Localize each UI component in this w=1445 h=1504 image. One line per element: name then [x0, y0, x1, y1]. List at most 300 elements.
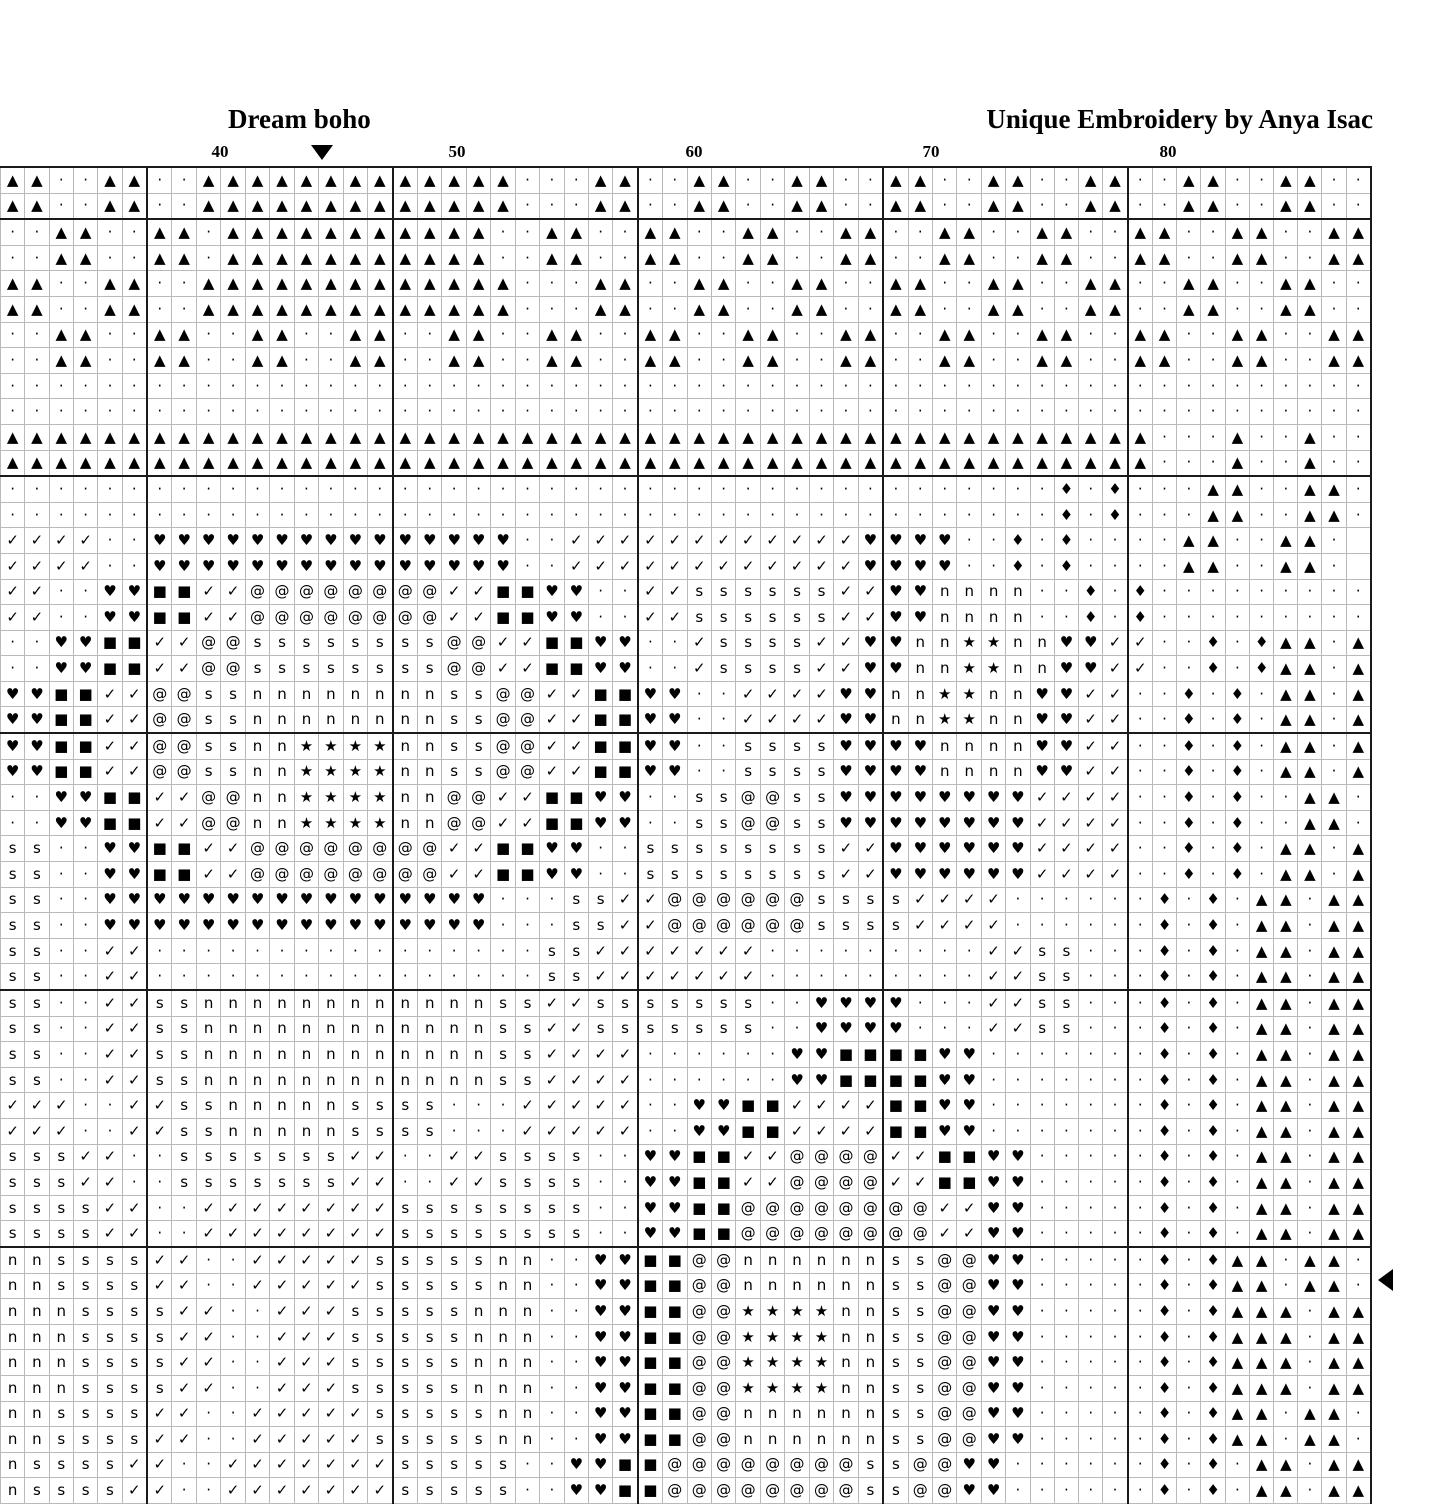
chart-cell: ▲: [957, 322, 981, 348]
chart-cell: ♦: [1152, 1478, 1176, 1504]
chart-cell: ▲: [1322, 1067, 1346, 1093]
chart-cell: @: [147, 707, 172, 733]
chart-cell: ■: [147, 605, 172, 631]
chart-cell: ♥: [638, 1221, 663, 1247]
chart-cell: ▲: [1250, 913, 1274, 939]
chart-cell: ▲: [883, 424, 908, 450]
chart-cell: ▲: [122, 450, 147, 476]
chart-cell: ·: [1128, 681, 1153, 707]
chart-cell: ·: [1030, 1195, 1054, 1221]
chart-cell: n: [515, 1299, 539, 1325]
chart-cell: ■: [172, 862, 196, 888]
chart-cell: ■: [613, 681, 638, 707]
chart-cell: ·: [1322, 630, 1346, 656]
chart-cell: n: [1, 1478, 25, 1504]
chart-cell: ·: [1177, 219, 1201, 245]
chart-cell: @: [270, 862, 294, 888]
chart-cell: ■: [638, 1375, 663, 1401]
chart-cell: ·: [1103, 1324, 1128, 1350]
chart-cell: n: [981, 579, 1005, 605]
chart-cell: ✓: [368, 1452, 393, 1478]
chart-cell: ▲: [368, 193, 393, 219]
chart-cell: s: [858, 913, 883, 939]
chart-cell: ♥: [1030, 759, 1054, 785]
chart-cell: ♥: [663, 1221, 687, 1247]
chart-cell: ★: [736, 1350, 760, 1376]
chart-cell: ·: [883, 373, 908, 399]
chart-cell: ·: [1128, 1170, 1153, 1196]
chart-cell: ★: [319, 733, 343, 759]
chart-cell: ♥: [809, 1067, 833, 1093]
chart-cell: ·: [540, 193, 564, 219]
chart-cell: ■: [540, 630, 564, 656]
chart-cell: s: [221, 681, 245, 707]
chart-cell: ✓: [638, 887, 663, 913]
chart-cell: ▲: [736, 322, 760, 348]
chart-cell: ▲: [1346, 630, 1371, 656]
chart-cell: ·: [1054, 167, 1078, 193]
chart-cell: n: [515, 1427, 539, 1453]
chart-cell: ★: [736, 1299, 760, 1325]
chart-cell: @: [858, 1221, 883, 1247]
chart-cell: ·: [760, 271, 784, 297]
chart-cell: ·: [172, 476, 196, 502]
chart-cell: ▲: [393, 219, 418, 245]
chart-cell: ▲: [319, 193, 343, 219]
chart-cell: ♦: [1177, 733, 1201, 759]
chart-cell: ♥: [638, 707, 663, 733]
chart-cell: ✓: [687, 938, 711, 964]
chart-cell: @: [245, 862, 269, 888]
chart-cell: ·: [221, 476, 245, 502]
chart-cell: ·: [122, 1170, 147, 1196]
chart-cell: s: [1, 913, 25, 939]
chart-cell: @: [809, 1195, 833, 1221]
chart-cell: ·: [245, 1324, 269, 1350]
chart-cell: s: [442, 1247, 466, 1273]
chart-cell: ▲: [785, 424, 809, 450]
chart-cell: ▲: [785, 271, 809, 297]
chart-cell: s: [540, 938, 564, 964]
chart-cell: ♥: [908, 862, 932, 888]
chart-cell: s: [245, 1144, 269, 1170]
chart-cell: ▲: [49, 450, 73, 476]
chart-cell: ·: [981, 399, 1005, 425]
chart-cell: ✓: [687, 630, 711, 656]
chart-cell: s: [809, 887, 833, 913]
chart-cell: ▲: [221, 167, 245, 193]
chart-cell: ▲: [1322, 219, 1346, 245]
chart-cell: s: [442, 1427, 466, 1453]
chart-cell: ▲: [809, 167, 833, 193]
chart-cell: ▲: [858, 424, 883, 450]
chart-cell: ✓: [711, 553, 735, 579]
chart-cell: ✓: [98, 938, 122, 964]
chart-cell: ♦: [1201, 990, 1225, 1016]
chart-cell: ·: [1250, 810, 1274, 836]
chart-cell: ♥: [908, 605, 932, 631]
chart-cell: @: [172, 759, 196, 785]
chart-cell: s: [25, 1016, 49, 1042]
chart-cell: ✓: [908, 1144, 932, 1170]
chart-cell: ▲: [1177, 167, 1201, 193]
chart-cell: ·: [1225, 1067, 1249, 1093]
chart-cell: ✓: [1079, 759, 1103, 785]
chart-cell: s: [809, 579, 833, 605]
chart-cell: s: [785, 862, 809, 888]
chart-cell: ✓: [564, 759, 588, 785]
chart-cell: ▲: [1322, 887, 1346, 913]
chart-cell: s: [1054, 938, 1078, 964]
chart-cell: ✓: [809, 656, 833, 682]
chart-cell: s: [466, 1452, 490, 1478]
chart-cell: ▲: [442, 245, 466, 271]
chart-cell: ·: [1298, 1144, 1322, 1170]
chart-cell: ·: [834, 193, 858, 219]
chart-cell: ▲: [1298, 502, 1322, 528]
chart-cell: ▲: [687, 296, 711, 322]
chart-cell: ▲: [1274, 759, 1298, 785]
chart-cell: ·: [122, 348, 147, 374]
chart-cell: ■: [638, 1299, 663, 1325]
chart-cell: ♦: [1225, 785, 1249, 811]
chart-cell: s: [196, 707, 220, 733]
chart-cell: ✓: [98, 964, 122, 990]
chart-cell: ·: [1152, 296, 1176, 322]
chart-cell: ·: [1030, 502, 1054, 528]
chart-cell: ·: [1079, 373, 1103, 399]
chart-cell: s: [122, 1427, 147, 1453]
chart-cell: s: [417, 1401, 441, 1427]
chart-cell: ■: [711, 1170, 735, 1196]
chart-cell: s: [809, 605, 833, 631]
chart-cell: ·: [393, 502, 418, 528]
chart-cell: ·: [515, 271, 539, 297]
chart-cell: ♥: [1006, 836, 1030, 862]
chart-header: [0, 104, 1445, 138]
chart-cell: @: [908, 1195, 932, 1221]
chart-cell: ✓: [270, 1375, 294, 1401]
chart-cell: ▲: [1201, 271, 1225, 297]
chart-cell: ▲: [588, 424, 612, 450]
chart-cell: @: [760, 1452, 784, 1478]
chart-cell: ♥: [122, 605, 147, 631]
chart-cell: ·: [588, 836, 612, 862]
chart-cell: ·: [564, 502, 588, 528]
chart-cell: s: [368, 656, 393, 682]
chart-cell: ✓: [981, 1016, 1005, 1042]
chart-row: [1, 1478, 1372, 1504]
chart-cell: @: [809, 1221, 833, 1247]
chart-cell: @: [417, 579, 441, 605]
chart-cell: ·: [981, 1118, 1005, 1144]
chart-cell: ✓: [270, 1195, 294, 1221]
chart-cell: ■: [638, 1452, 663, 1478]
chart-cell: ♦: [1225, 810, 1249, 836]
chart-cell: ·: [1103, 1067, 1128, 1093]
chart-cell: ·: [270, 476, 294, 502]
chart-cell: ▲: [1298, 476, 1322, 502]
chart-cell: ▲: [1250, 348, 1274, 374]
chart-cell: ·: [933, 296, 957, 322]
chart-cell: ▲: [540, 348, 564, 374]
chart-cell: ▲: [1346, 322, 1371, 348]
chart-cell: ♥: [588, 1350, 612, 1376]
chart-cell: ✓: [834, 630, 858, 656]
chart-cell: s: [588, 1016, 612, 1042]
chart-cell: ✓: [540, 733, 564, 759]
chart-cell: ♥: [809, 1016, 833, 1042]
chart-cell: ▲: [1322, 1375, 1346, 1401]
chart-cell: ·: [73, 887, 97, 913]
chart-cell: ▲: [613, 193, 638, 219]
chart-cell: ✓: [785, 707, 809, 733]
chart-cell: @: [368, 605, 393, 631]
chart-cell: ·: [393, 938, 418, 964]
chart-cell: n: [417, 810, 441, 836]
chart-cell: ·: [1152, 399, 1176, 425]
chart-cell: ▲: [1346, 1144, 1371, 1170]
chart-cell: n: [245, 785, 269, 811]
chart-cell: ·: [1346, 424, 1371, 450]
chart-cell: ·: [834, 296, 858, 322]
chart-cell: s: [515, 1144, 539, 1170]
chart-cell: ·: [1346, 1427, 1371, 1453]
chart-cell: ▲: [883, 296, 908, 322]
chart-cell: ·: [687, 502, 711, 528]
chart-cell: ·: [760, 296, 784, 322]
chart-cell: s: [172, 1067, 196, 1093]
chart-cell: ·: [1079, 1324, 1103, 1350]
chart-cell: @: [270, 605, 294, 631]
chart-cell: ·: [1177, 1170, 1201, 1196]
chart-cell: ▲: [393, 193, 418, 219]
chart-cell: ▲: [221, 271, 245, 297]
chart-cell: ♥: [442, 553, 466, 579]
chart-cell: s: [638, 1016, 663, 1042]
chart-cell: n: [25, 1273, 49, 1299]
chart-cell: ✓: [368, 1478, 393, 1504]
chart-cell: ▲: [147, 450, 172, 476]
chart-cell: s: [49, 1195, 73, 1221]
chart-cell: ✓: [515, 810, 539, 836]
chart-cell: ♥: [883, 1016, 908, 1042]
chart-cell: ♥: [294, 553, 318, 579]
chart-cell: ✓: [270, 1452, 294, 1478]
chart-cell: @: [687, 1478, 711, 1504]
chart-cell: ·: [564, 271, 588, 297]
chart-row: [1, 476, 1372, 502]
chart-cell: ·: [687, 348, 711, 374]
chart-cell: ✓: [122, 1221, 147, 1247]
chart-cell: ♥: [588, 1247, 612, 1273]
chart-cell: ·: [809, 476, 833, 502]
chart-cell: ·: [1128, 1221, 1153, 1247]
chart-cell: s: [368, 1427, 393, 1453]
chart-cell: ·: [491, 322, 515, 348]
chart-cell: s: [711, 785, 735, 811]
chart-cell: ▲: [933, 322, 957, 348]
chart-cell: ·: [122, 322, 147, 348]
chart-cell: n: [834, 1375, 858, 1401]
chart-cell: ·: [957, 373, 981, 399]
chart-cell: s: [122, 1375, 147, 1401]
chart-cell: s: [491, 990, 515, 1016]
chart-cell: ·: [1128, 990, 1153, 1016]
chart-cell: ✓: [736, 681, 760, 707]
chart-cell: ✓: [245, 1195, 269, 1221]
chart-cell: ♥: [834, 681, 858, 707]
chart-cell: ·: [613, 502, 638, 528]
chart-cell: ▲: [1225, 1273, 1249, 1299]
chart-cell: ▲: [1030, 219, 1054, 245]
chart-cell: ·: [1128, 1016, 1153, 1042]
chart-cell: n: [294, 1042, 318, 1068]
chart-cell: ♥: [858, 990, 883, 1016]
chart-cell: ·: [638, 373, 663, 399]
chart-cell: ·: [540, 373, 564, 399]
chart-cell: ♥: [981, 1170, 1005, 1196]
chart-cell: s: [393, 1401, 418, 1427]
chart-cell: s: [515, 1170, 539, 1196]
chart-cell: ·: [466, 399, 490, 425]
chart-cell: [1346, 528, 1371, 554]
chart-cell: ▲: [1030, 245, 1054, 271]
chart-cell: n: [1006, 605, 1030, 631]
chart-cell: n: [933, 579, 957, 605]
chart-cell: s: [49, 1144, 73, 1170]
chart-cell: ·: [760, 476, 784, 502]
chart-cell: ·: [98, 399, 122, 425]
chart-cell: ▲: [1225, 450, 1249, 476]
chart-cell: ▲: [1298, 836, 1322, 862]
chart-cell: ♥: [122, 836, 147, 862]
chart-cell: ■: [687, 1221, 711, 1247]
chart-cell: n: [933, 630, 957, 656]
chart-cell: ♥: [491, 528, 515, 554]
chart-cell: ✓: [343, 1221, 367, 1247]
chart-cell: ·: [196, 322, 220, 348]
chart-cell: ▲: [122, 271, 147, 297]
chart-cell: ♥: [883, 605, 908, 631]
chart-cell: ·: [515, 502, 539, 528]
chart-cell: @: [933, 1247, 957, 1273]
chart-cell: ·: [1274, 476, 1298, 502]
chart-cell: @: [687, 1452, 711, 1478]
chart-cell: ♦: [1152, 1299, 1176, 1325]
chart-cell: n: [933, 656, 957, 682]
chart-cell: ·: [25, 322, 49, 348]
chart-cell: ·: [417, 476, 441, 502]
chart-cell: ♥: [466, 553, 490, 579]
chart-cell: ▲: [540, 424, 564, 450]
chart-cell: ·: [933, 271, 957, 297]
chart-cell: ■: [515, 862, 539, 888]
chart-cell: s: [515, 1221, 539, 1247]
chart-cell: ♥: [663, 1144, 687, 1170]
chart-cell: ·: [196, 476, 220, 502]
chart-cell: ■: [908, 1067, 932, 1093]
chart-cell: ♥: [319, 887, 343, 913]
chart-cell: ■: [711, 1144, 735, 1170]
chart-cell: @: [147, 759, 172, 785]
chart-cell: ·: [1177, 1093, 1201, 1119]
chart-cell: ·: [1250, 707, 1274, 733]
chart-cell: ✓: [663, 605, 687, 631]
chart-cell: ·: [73, 167, 97, 193]
chart-cell: ✓: [368, 1144, 393, 1170]
chart-cell: ▲: [221, 424, 245, 450]
chart-cell: ▲: [1274, 553, 1298, 579]
chart-cell: ♥: [883, 579, 908, 605]
chart-cell: ▲: [245, 322, 269, 348]
chart-cell: ✓: [147, 1401, 172, 1427]
chart-cell: ▲: [1298, 681, 1322, 707]
chart-cell: ·: [1030, 1221, 1054, 1247]
chart-cell: ▲: [981, 424, 1005, 450]
chart-cell: ★: [736, 1324, 760, 1350]
chart-cell: n: [957, 579, 981, 605]
chart-cell: ·: [122, 553, 147, 579]
chart-cell: ·: [1128, 836, 1153, 862]
chart-cell: n: [1, 1401, 25, 1427]
chart-cell: ✓: [270, 1478, 294, 1504]
chart-cell: n: [368, 1042, 393, 1068]
chart-cell: s: [368, 1401, 393, 1427]
chart-cell: ·: [785, 348, 809, 374]
chart-cell: ·: [1274, 1247, 1298, 1273]
chart-cell: ·: [245, 373, 269, 399]
chart-cell: ✓: [515, 1093, 539, 1119]
chart-cell: ·: [73, 913, 97, 939]
chart-cell: ▲: [368, 450, 393, 476]
chart-cell: ✓: [638, 528, 663, 554]
chart-cell: n: [466, 1375, 490, 1401]
chart-cell: @: [908, 1452, 932, 1478]
chart-cell: ✓: [98, 1144, 122, 1170]
chart-cell: ·: [221, 938, 245, 964]
chart-cell: ·: [1030, 605, 1054, 631]
chart-cell: ■: [663, 1427, 687, 1453]
chart-cell: s: [736, 836, 760, 862]
chart-cell: ·: [466, 938, 490, 964]
chart-cell: ♥: [613, 1401, 638, 1427]
chart-cell: ✓: [294, 1247, 318, 1273]
chart-cell: ♥: [981, 1401, 1005, 1427]
chart-cell: ·: [1298, 1067, 1322, 1093]
chart-cell: ✓: [981, 938, 1005, 964]
chart-cell: s: [442, 1478, 466, 1504]
chart-cell: ·: [1054, 579, 1078, 605]
chart-cell: ·: [1030, 1067, 1054, 1093]
chart-cell: @: [687, 887, 711, 913]
chart-cell: ♥: [1006, 785, 1030, 811]
chart-cell: ·: [1030, 1247, 1054, 1273]
chart-cell: ♥: [933, 810, 957, 836]
chart-cell: ♥: [1, 681, 25, 707]
chart-cell: ▲: [1322, 785, 1346, 811]
chart-cell: ·: [1103, 219, 1128, 245]
chart-cell: ✓: [981, 964, 1005, 990]
chart-cell: ✓: [760, 1170, 784, 1196]
chart-cell: s: [908, 1273, 932, 1299]
chart-cell: s: [417, 1478, 441, 1504]
chart-cell: ·: [908, 399, 932, 425]
chart-cell: ·: [760, 167, 784, 193]
chart-cell: ·: [957, 296, 981, 322]
chart-cell: ▲: [1177, 296, 1201, 322]
chart-cell: ·: [933, 373, 957, 399]
